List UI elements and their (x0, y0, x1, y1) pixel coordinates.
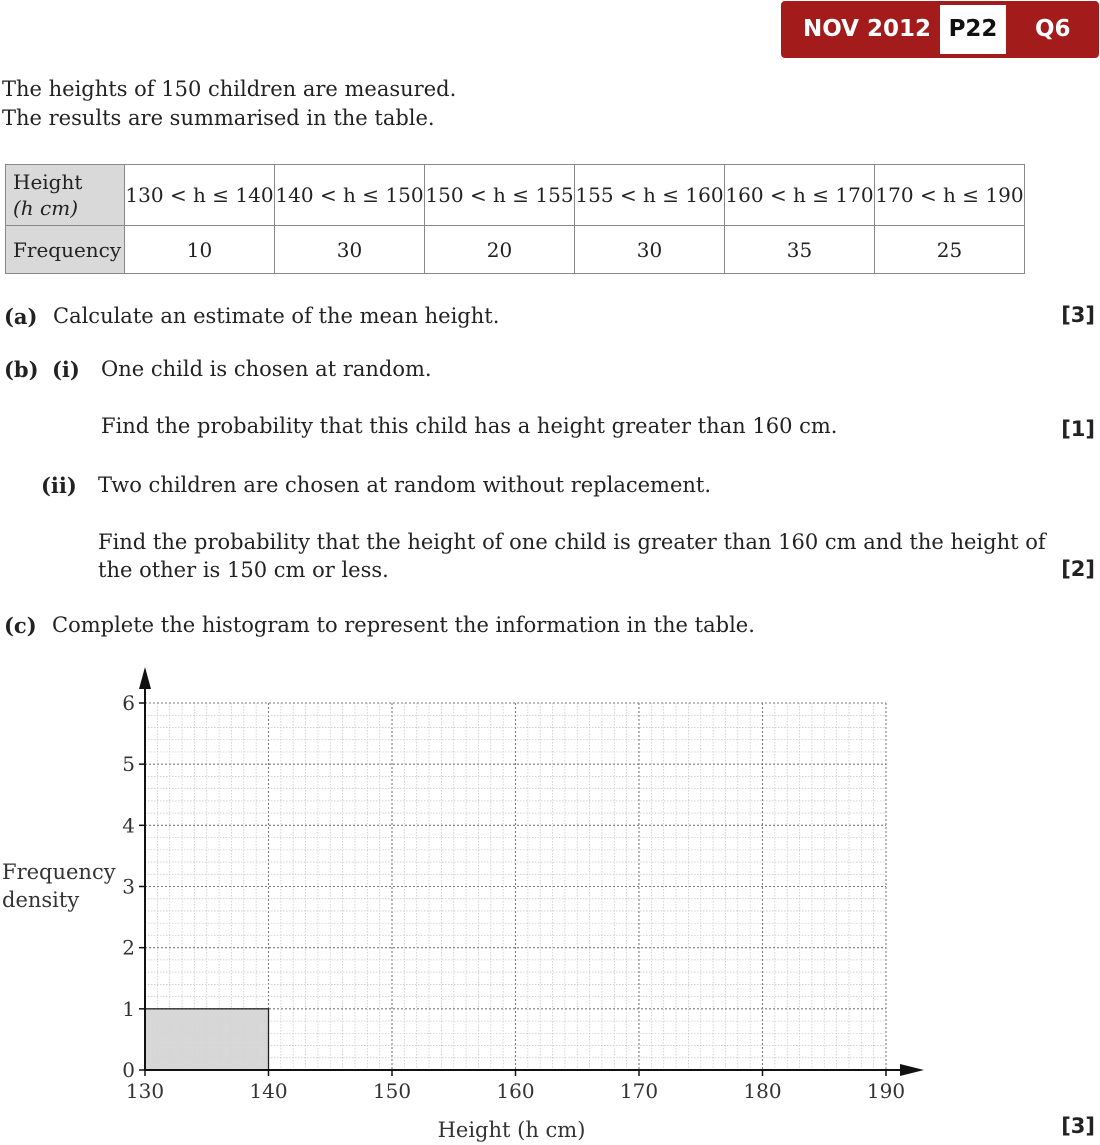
x-tick-label: 130 (125, 1079, 165, 1103)
table-row-frequency (6, 226, 1025, 274)
y-tick-label: 1 (122, 996, 135, 1021)
part-b-i-text-2: Find the probability that this child has a height greater than 160 cm. (101, 414, 838, 438)
frequency-cell: 25 (875, 226, 1025, 274)
part-b-ii-text-3: the other is 150 cm or less. (98, 558, 389, 582)
frequency-cell: 30 (575, 226, 725, 274)
intro-line-2: The results are summarised in the table. (2, 106, 435, 130)
table-row-height (6, 165, 1025, 226)
y-tick-label: 2 (122, 935, 135, 960)
interval-cell: 130 < h ≤ 140 (125, 165, 275, 226)
part-b-ii-text-1: Two children are chosen at random without replacement. (98, 473, 712, 497)
question-badge (781, 1, 1099, 58)
x-tick-label: 140 (249, 1079, 288, 1103)
paper-label: P22 (940, 5, 1006, 54)
x-axis-title: Height (h cm) (437, 1118, 586, 1142)
interval-cell: 150 < h ≤ 155 (425, 165, 575, 226)
part-a-label: (a) (4, 304, 38, 329)
part-b-i-label: (i) (52, 357, 80, 382)
histogram-chart (0, 655, 940, 1145)
height-header-line-2: (h cm) (13, 196, 79, 220)
x-tick-label: 150 (372, 1079, 412, 1103)
part-b-ii-text-2: Find the probability that the height of one child is greater than 160 cm and the height of (98, 530, 1046, 554)
frequency-table (5, 164, 1025, 274)
frequency-cell: 35 (725, 226, 875, 274)
part-b-ii-label: (ii) (41, 473, 77, 498)
y-tick-label: 3 (122, 874, 135, 899)
part-c-text: Complete the histogram to represent the information in the table. (52, 613, 755, 637)
part-b-ii-marks: [2] (1061, 557, 1095, 581)
interval-cell: 140 < h ≤ 150 (275, 165, 425, 226)
frequency-header: Frequency (6, 226, 125, 274)
part-c-label: (c) (4, 613, 37, 638)
part-c-marks: [3] (1061, 1114, 1095, 1138)
session-label: NOV 2012 (803, 16, 932, 42)
y-tick-label: 0 (122, 1058, 135, 1082)
y-axis-title-line-2: density (2, 888, 80, 912)
x-axis-arrow (900, 1064, 924, 1076)
interval-cell: 155 < h ≤ 160 (575, 165, 725, 226)
height-header-line-1: Height (13, 170, 83, 194)
x-tick-label: 180 (743, 1079, 782, 1103)
frequency-cell: 20 (425, 226, 575, 274)
y-tick-label: 5 (122, 752, 135, 777)
y-axis-title-line-1: Frequency (2, 860, 116, 884)
intro-line-1: The heights of 150 children are measured. (2, 77, 457, 101)
histogram-bars (145, 1009, 269, 1070)
y-axis-arrow (139, 667, 151, 689)
y-tick-label: 6 (122, 691, 135, 715)
x-tick-label: 190 (866, 1079, 906, 1103)
frequency-cell: 30 (275, 226, 425, 274)
x-tick-label: 170 (619, 1079, 659, 1103)
interval-cell: 170 < h ≤ 190 (875, 165, 1025, 226)
y-tick-label: 4 (122, 813, 135, 838)
part-a-text: Calculate an estimate of the mean height. (53, 304, 500, 328)
x-tick-label: 160 (496, 1079, 535, 1103)
part-b-label: (b) (4, 357, 39, 382)
part-b-i-marks: [1] (1061, 417, 1095, 441)
interval-cell: 160 < h ≤ 170 (725, 165, 875, 226)
histogram-bar (145, 1009, 269, 1070)
part-a-marks: [3] (1061, 303, 1095, 327)
part-b-i-text-1: One child is chosen at random. (101, 357, 432, 381)
height-header (6, 165, 125, 226)
question-number: Q6 (1035, 16, 1071, 42)
frequency-cell: 10 (125, 226, 275, 274)
